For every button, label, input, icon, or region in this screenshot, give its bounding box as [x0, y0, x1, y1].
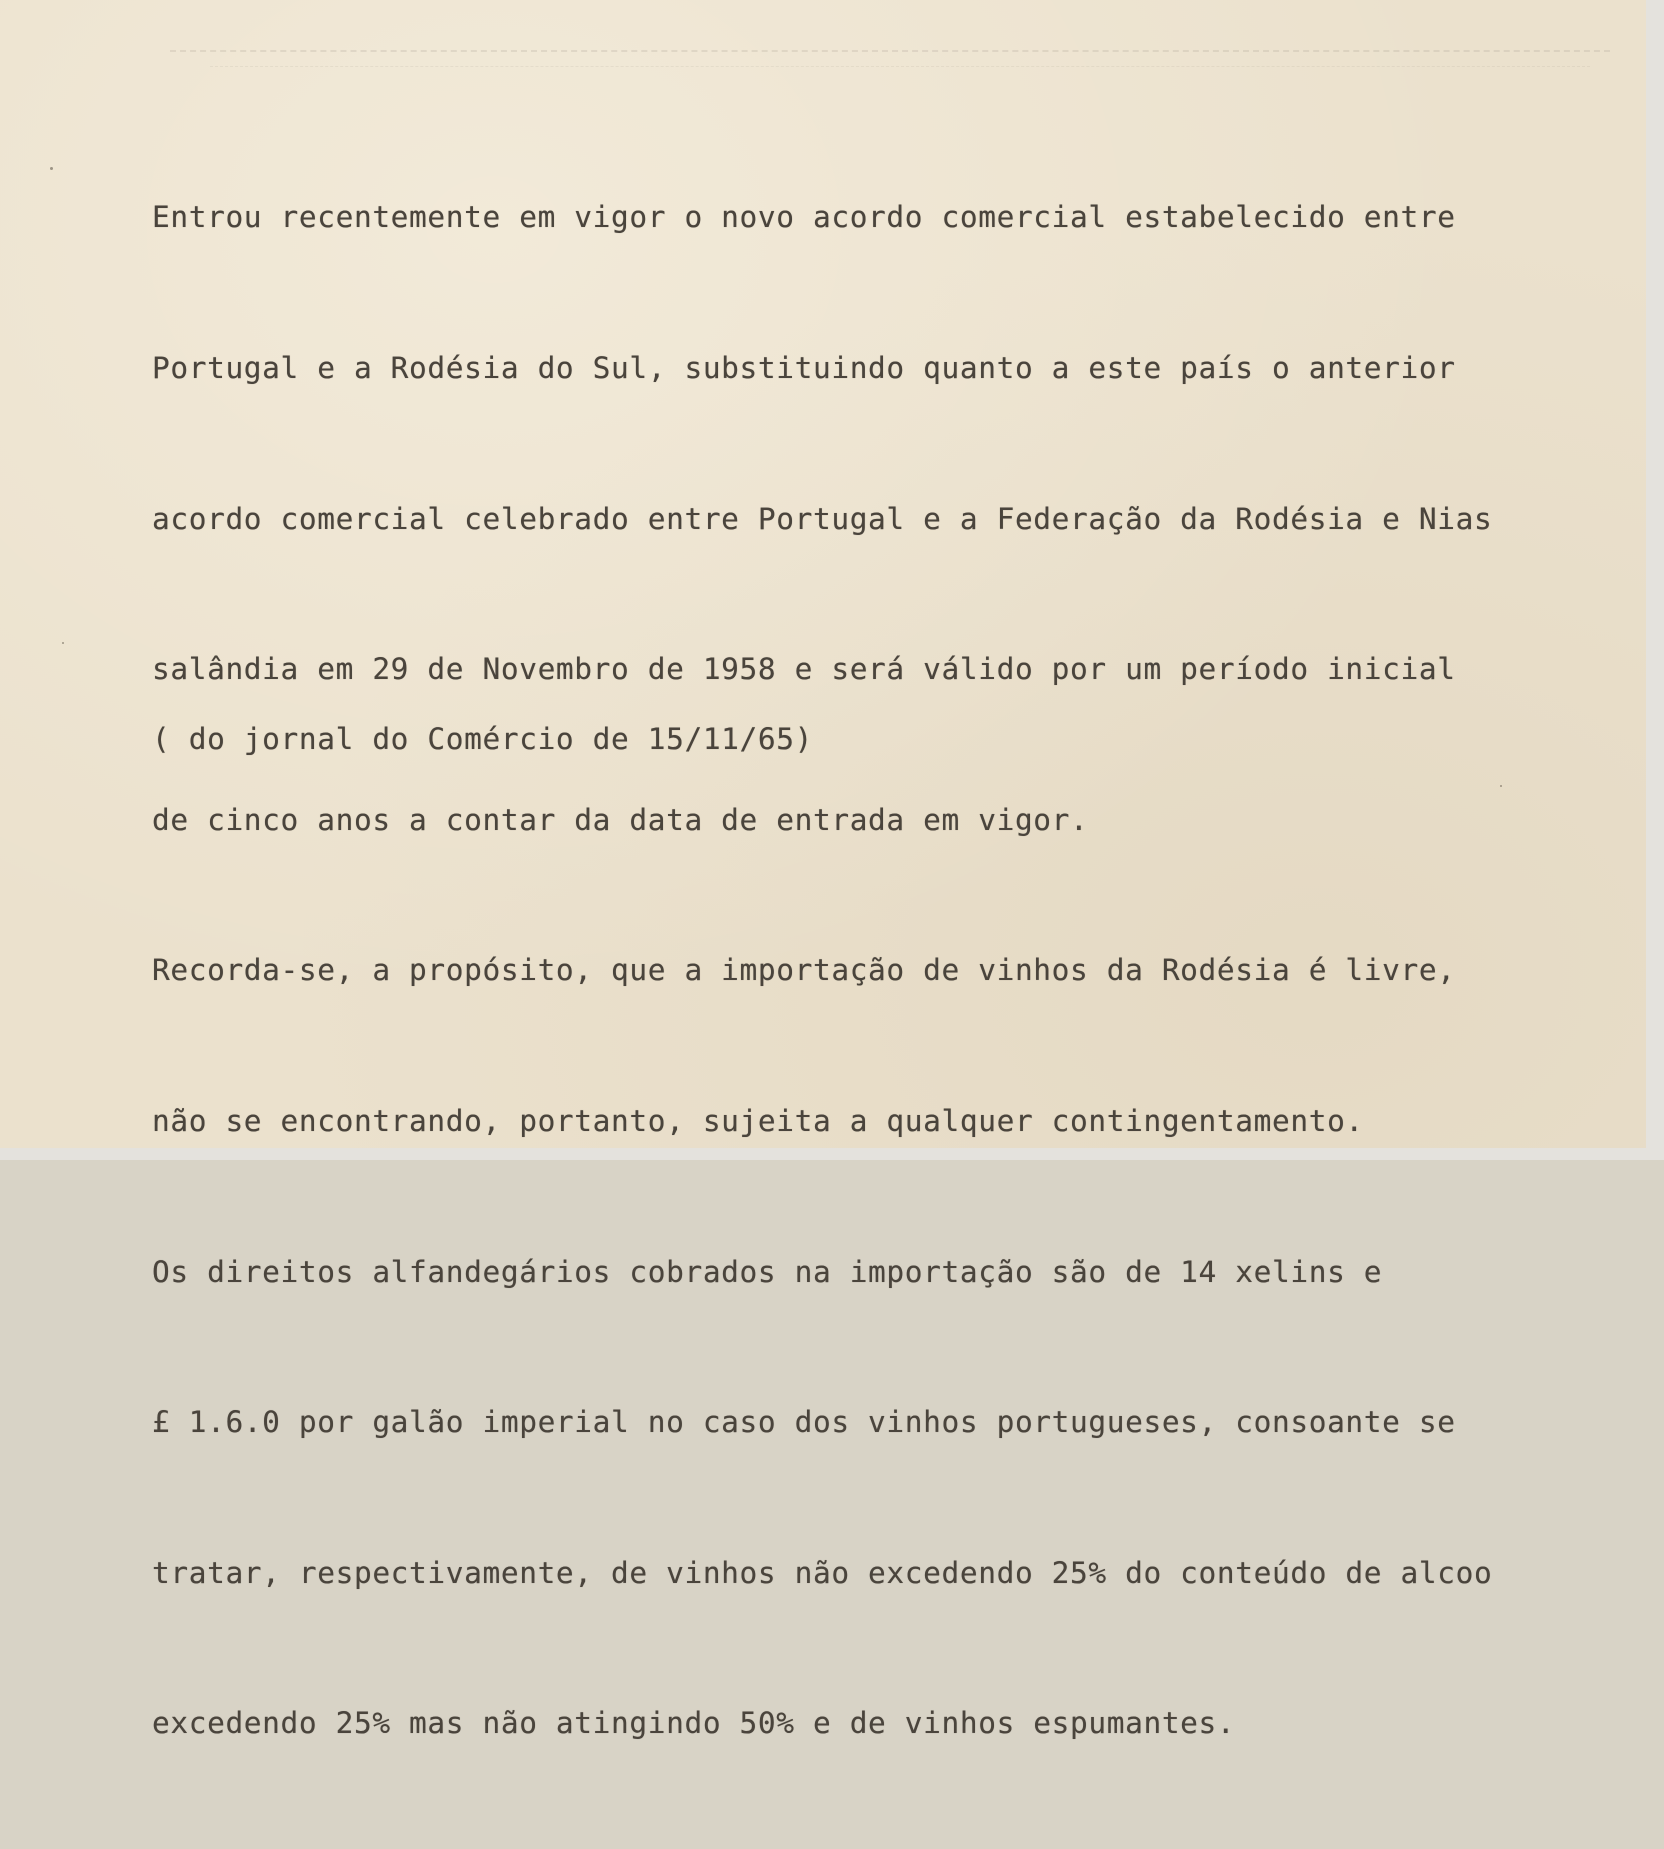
- source-citation: ( do jornal do Comércio de 15/11/65): [152, 722, 813, 756]
- text-line: £ 1.6.0 por galão imperial no caso dos vinhos portugueses, consoante se: [152, 1405, 1456, 1440]
- scan-border-right: [1646, 0, 1664, 1160]
- scan-border-bottom: [0, 1148, 1664, 1160]
- paper-speck: [50, 167, 53, 170]
- text-line: Os direitos alfandegários cobrados na importação são de 14 xelins e: [152, 1254, 1383, 1289]
- text-line: não se encontrando, portanto, sujeita a qualquer contingentamento.: [152, 1103, 1364, 1138]
- text-line: excedendo 25% mas não atingindo 50% e de vinhos espumantes.: [152, 1706, 1236, 1741]
- text-line: tratar, respectivamente, de vinhos não excedendo 25% do conteúdo de alcoo: [152, 1555, 1493, 1590]
- text-line: Entrou recentemente em vigor o novo acordo comercial estabelecido entre: [152, 200, 1456, 235]
- text-line: Portugal e a Rodésia do Sul, substituindo quanto a este país o anterior: [152, 351, 1456, 385]
- text-line: de cinco anos a contar da data de entrada em vigor.: [152, 802, 1089, 837]
- paper-speck: [1500, 785, 1502, 787]
- faint-ruled-line: [210, 66, 1590, 67]
- text-line: salândia em 29 de Novembro de 1958 e será válido por um período inicial: [152, 652, 1456, 687]
- text-line: acordo comercial celebrado entre Portugal e a Federação da Rodésia e Nias: [152, 501, 1493, 536]
- paper-speck: [62, 642, 64, 644]
- text-line: Recorda-se, a propósito, que a importação de vinhos da Rodésia é livre,: [152, 953, 1456, 988]
- typed-article-text: [152, 92, 1652, 1849]
- faint-ruled-line: [170, 50, 1610, 52]
